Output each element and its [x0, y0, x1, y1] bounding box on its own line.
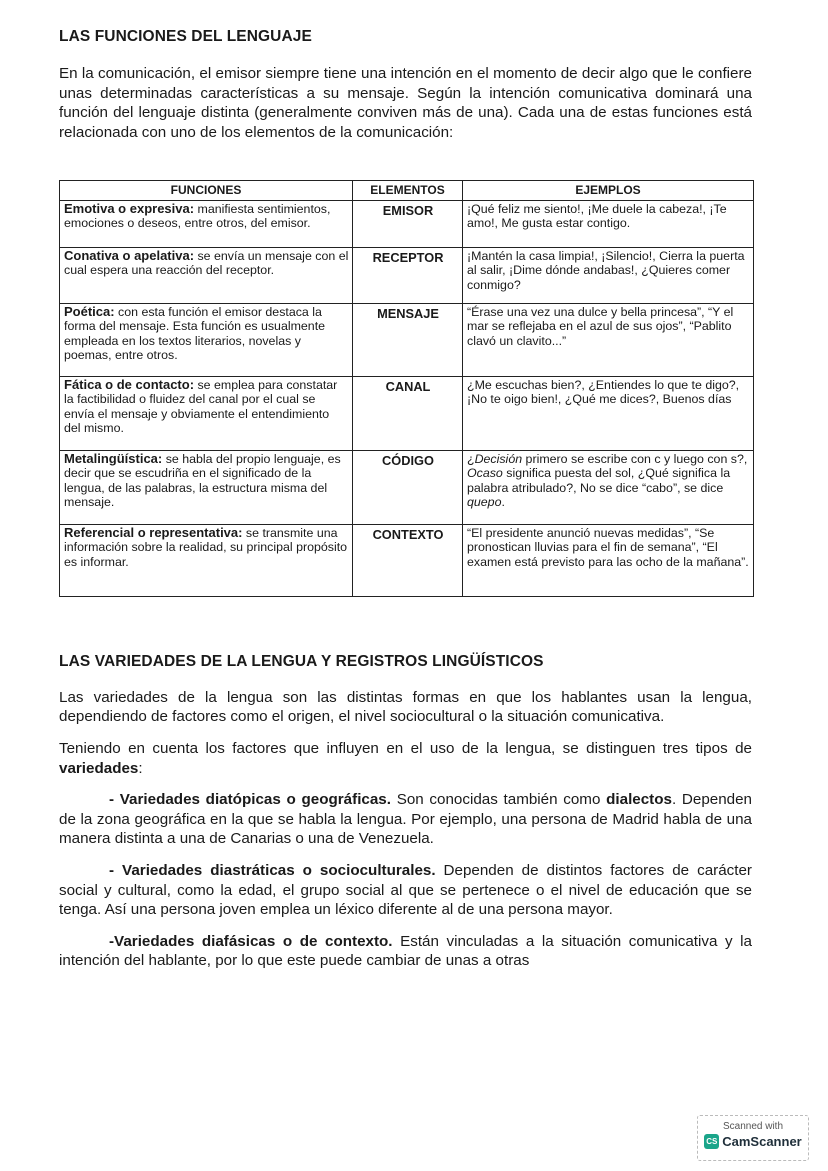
function-label: Metalingüística: [64, 450, 163, 466]
example-cell: ¿Me escuchas bien?, ¿Entiendes lo que te digo?, ¡No te oigo bien!, ¿Qué me dices?, Buenos días [463, 376, 754, 450]
watermark-caption: Scanned with [722, 1121, 784, 1132]
example-cell: “Érase una vez una dulce y bella princesa”, “Y el mar se reflejaba en el azul de sus ojos”, “Pablito clavó un clavito...” [463, 303, 754, 376]
bold-term: variedades [59, 759, 139, 777]
table-row [60, 303, 754, 376]
document-page [59, 28, 752, 971]
variety-heading: - Variedades diastráticas o socioculturales. [109, 861, 436, 879]
function-cell [60, 200, 353, 247]
functions-table [59, 180, 754, 596]
function-cell [60, 450, 353, 524]
table-row [60, 247, 754, 303]
table-header-row [60, 181, 754, 200]
function-label: Fática o de contacto: [64, 376, 195, 392]
function-cell [60, 247, 353, 303]
watermark-brand [698, 1134, 808, 1149]
function-desc: se transmite una información sobre la realidad, su principal propósito es informar. [64, 525, 348, 569]
paragraph-text: Son conocidas también como [390, 791, 607, 809]
function-label: Poética: [64, 303, 115, 319]
header-ejemplos: EJEMPLOS [463, 181, 754, 200]
example-text: significa puesta del sol, ¿Qué significa la palabra atribulado?, No se dice “cabo”, se dice [467, 466, 731, 495]
function-cell [60, 376, 353, 450]
table-row [60, 524, 754, 596]
variety-heading: - Variedades diatópicas o geográficas. [109, 791, 391, 809]
page-title: LAS FUNCIONES DEL LENGUAJE [59, 28, 312, 45]
variety-heading: -Variedades diafásicas o de contexto. [109, 932, 393, 950]
varieties-intro-paragraph: Las variedades de la lengua son las distintas formas en que los hablantes usan la lengua, dependiendo de factores como el origen, el nivel sociocultural o la situación comunicativa. [59, 688, 752, 726]
watermark-brand-name: CamScanner [722, 1134, 802, 1149]
function-desc: se envía un mensaje con el cual espera una reacción del receptor. [64, 248, 349, 278]
paragraph-text: Teniendo en cuenta los factores que influyen en el uso de la lengua, se distinguen tres tipos de [59, 739, 752, 757]
table-row [60, 450, 754, 524]
paragraph-text: : [138, 759, 143, 777]
variety-diafasicas [59, 932, 752, 971]
header-elementos: ELEMENTOS [353, 181, 463, 200]
intro-paragraph: En la comunicación, el emisor siempre tiene una intención en el momento de decir algo que le confiere unas determinadas características a su mensaje. Según la intención comunicativa dominará una función del lenguaje distinta (generalmente conviven más de una). Cada una de estas funciones está relacionada con uno de los elementos de la comunicación: [59, 65, 752, 141]
element-cell: EMISOR [353, 200, 463, 247]
header-funciones: FUNCIONES [60, 181, 353, 200]
camscanner-logo-icon: CS [704, 1134, 719, 1149]
element-cell: CÓDIGO [353, 450, 463, 524]
example-text: primero se escribe con c y luego con s?, [522, 451, 748, 466]
example-cell: ¡Qué feliz me siento!, ¡Me duele la cabeza!, ¡Te amo!, Me gusta estar contigo. [463, 200, 754, 247]
example-italic-word: quepo [467, 495, 502, 509]
example-italic-word: Decisión [474, 451, 523, 466]
function-desc: se emplea para constatar la factibilidad o fluidez del canal por el cual se envía el mensaje y obviamente el entendimiento del mismo. [64, 377, 338, 435]
example-text: ¿ [467, 451, 475, 466]
section-title: LAS VARIEDADES DE LA LENGUA Y REGISTROS LINGÜÍSTICOS [59, 652, 544, 670]
function-label: Conativa o apelativa: [64, 247, 195, 263]
camscanner-watermark [697, 1115, 809, 1161]
element-cell: MENSAJE [353, 303, 463, 376]
function-desc: con esta función el emisor destaca la forma del mensaje. Esta función es usualmente empleada en los textos literarios, novelas y poemas, entre otros. [64, 304, 326, 362]
variety-diastraticas [59, 861, 752, 920]
example-text: . [501, 495, 505, 509]
paragraph-text: Están vinculadas a la situación comunicativa y la intención del hablante, por lo que este puede cambiar de unas a otras [59, 932, 752, 970]
function-label: Referencial o representativa: [64, 524, 243, 540]
bold-term: dialectos [606, 791, 672, 809]
function-cell [60, 303, 353, 376]
element-cell: CONTEXTO [353, 524, 463, 596]
function-desc: manifiesta sentimientos, emociones o deseos, entre otros, del emisor. [64, 201, 331, 231]
function-desc: se habla del propio lenguaje, es decir que se escudriña en el significado de la lengua, de las palabras, la estructura misma del mensaje. [64, 451, 341, 509]
table-row [60, 200, 754, 247]
element-cell: CANAL [353, 376, 463, 450]
table-row [60, 376, 754, 450]
example-cell: ¡Mantén la casa limpia!, ¡Silencio!, Cierra la puerta al salir, ¡Dime dónde andabas!, ¿Quieres comer conmigo? [463, 247, 754, 303]
varieties-types-paragraph [59, 739, 752, 778]
paragraph-text: . Dependen de la zona geográfica en la que se habla la lengua. Por ejemplo, una persona de Madrid habla de una manera distinta a una de Canarias o una de Venezuela. [59, 791, 752, 848]
example-cell [463, 450, 754, 524]
function-label: Emotiva o expresiva: [64, 200, 195, 216]
function-cell [60, 524, 353, 596]
paragraph-text: Dependen de distintos factores de carácter social y cultural, como la edad, el grupo social al que se pertenece o el nivel de educación que se tenga. Así una persona joven emplea un léxico diferente al de una persona mayor. [59, 861, 752, 919]
example-cell: “El presidente anunció nuevas medidas”, “Se pronostican lluvias para el fin de semana”, “El examen está previsto para las ocho de la mañana”. [463, 524, 754, 596]
example-italic-word: Ocaso [467, 466, 503, 481]
element-cell: RECEPTOR [353, 247, 463, 303]
variety-diatopicas [59, 790, 752, 849]
